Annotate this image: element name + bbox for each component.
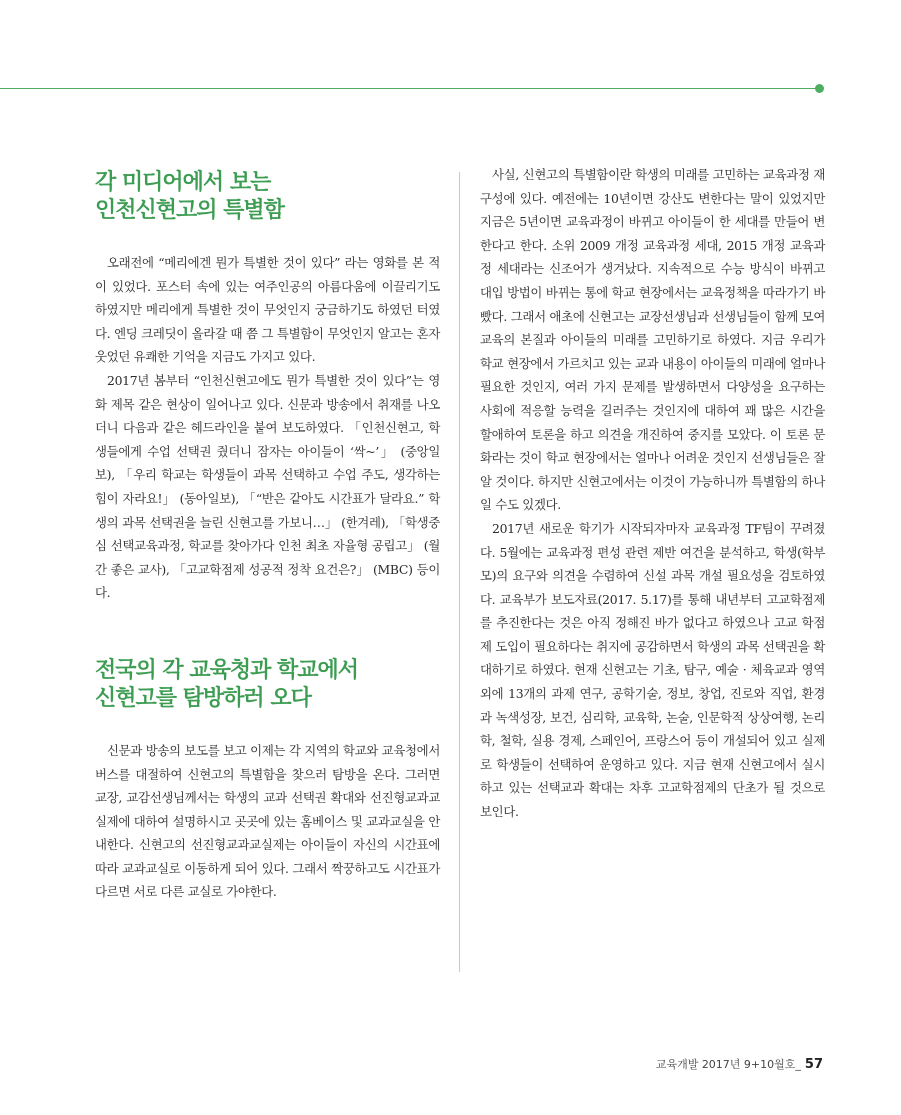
footer-publication: 교육개발 2017년 9+10월호_ [655, 1058, 801, 1071]
section2-paragraph-1: 신문과 방송의 보도를 보고 이제는 각 지역의 학교와 교육청에서 버스를 대절하여 신현고의 특별함을 찾으러 탐방을 온다. 그러면 교장, 교감선생님께서는 학생의 교과 선택권 확대와 선진형교과교실제에 대하여 설명하시고 곳곳에 있는 홈베이스 및 교과교실을 안내한다. 신현고의 선진형교과교실제는 아이들이 자신의 시간표에 따라 교과교실로 이동하게 되어 있다. 그래서 짝꿍하고도 시간표가 다르면 서로 다른 교실로 가야한다. [95, 742, 440, 900]
section1-heading [95, 169, 440, 225]
top-rule-dot [815, 84, 824, 93]
section1-paragraph-1: 오래전에 “메리에겐 뭔가 특별한 것이 있다” 라는 영화를 본 적이 있었다. 포스터 속에 있는 여주인공의 아름다움에 이끌리기도 하였지만 메리에게 특별한 것이 무엇인지 궁금하기도 하였던 터였다. 엔딩 크레딧이 올라갈 때 쯤 그 특별함이 무엇인지 알고는 혼자 웃었던 유쾌한 기억을 지금도 가지고 있다. [95, 255, 440, 365]
page-footer [656, 1056, 823, 1072]
section2-heading-line1: 전국의 각 교육청과 학교에서 [95, 657, 359, 683]
section1-heading-line1: 각 미디어에서 보는 [95, 170, 271, 195]
section1-heading-line2: 인천신현고의 특별함 [95, 198, 284, 223]
right-paragraph-1: 사실, 신현고의 특별함이란 학생의 미래를 고민하는 교육과정 재구성에 있다. 예전에는 10년이면 강산도 변한다는 말이 있었지만 지금은 5년이면 교육과정이 바뀌고 아이들이 한 세대를 만들어 변한다고 한다. 소위 2009 개정 교육과정 세대, 2015 개정 교육과정 세대라는 신조어가 생겨났다. 지속적으로 수능 방식이 바뀌고 대입 방법이 바뀌는 통에 학교 현장에서는 교육정책을 따라가기 바빴다. 그래서 애초에 신현고는 교장선생님과 선생님들이 함께 모여 교육의 본질과 아이들의 미래를 고민하기로 하였다. 지금 우리가 학교 현장에서 가르치고 있는 교과 내용이 아이들의 미래에 얼마나 필요한 것인지, 여러 가지 문제를 발생하면서 다양성을 요구하는 사회에 적응할 능력을 길러주는 것인지에 대하여 꽤 많은 시간을 할애하여 토론을 하고 의견을 개진하여 중지를 모았다. 이 토론 문화라는 것이 학교 현장에서는 얼마나 어려운 것인지 선생님들은 잘 알 것이다. 하지만 신현고에서는 이것이 가능하니까 특별함의 하나일 수도 있겠다. [480, 167, 825, 513]
left-column [95, 163, 440, 904]
column-divider [459, 172, 460, 972]
section2-heading [95, 657, 440, 713]
top-decorative-rule [0, 88, 818, 89]
right-column [480, 163, 825, 824]
section2-heading-line2: 신현고를 탐방하러 오다 [95, 685, 311, 711]
section1-paragraph-2: 2017년 봄부터 “인천신현고에도 뭔가 특별한 것이 있다”는 영화 제목 같은 현상이 일어나고 있다. 신문과 방송에서 취재를 나오더니 다음과 같은 헤드라인을 붙여 보도하였다. 「인천신현고, 학생들에게 수업 선택권 줬더니 잠자는 아이들이 ‘싹~’」 (중앙일보), 「우리 학교는 학생들이 과목 선택하고 수업 주도, 생각하는 힘이 자라요!」 (동아일보), 「“반은 같아도 시간표가 달라요.” 학생의 과목 선택권을 늘린 신현고를 가보니…」 (한겨레), 「학생중심 선택교육과정, 학교를 찾아가다 인천 최초 자율형 공립고」 (월간 좋은 교사), 「고교학점제 성공적 정착 요건은?」 (MBC) 등이다. [95, 372, 440, 601]
right-paragraph-2: 2017년 새로운 학기가 시작되자마자 교육과정 TF팀이 꾸려졌다. 5월에는 교육과정 편성 관련 제반 여건을 분석하고, 학생(학부모)의 요구와 의견을 수렴하여 신설 과목 개설 필요성을 검토하였다. 교육부가 보도자료(2017. 5.17)를 통해 내년부터 고교학점제를 추진한다는 것은 아직 정해진 바가 없다고 하였으나 고교 학점제 도입이 필요하다는 취지에 공감하면서 학생의 과목 선택권을 확대하기로 하였다. 현재 신현고는 기초, 탐구, 예술 · 체육교과 영역 외에 13개의 과제 연구, 공학기술, 정보, 창업, 진로와 직업, 환경과 녹색성장, 보건, 심리학, 교육학, 논술, 인문학적 상상여행, 논리학, 철학, 실용 경제, 스페인어, 프랑스어 등이 개설되어 있고 실제로 학생들이 선택하여 운영하고 있다. 지금 현재 신현고에서 실시하고 있는 선택교과 확대는 차후 고교학점제의 단초가 될 것으로 보인다. [480, 520, 825, 820]
page-number: 57 [804, 1057, 823, 1072]
